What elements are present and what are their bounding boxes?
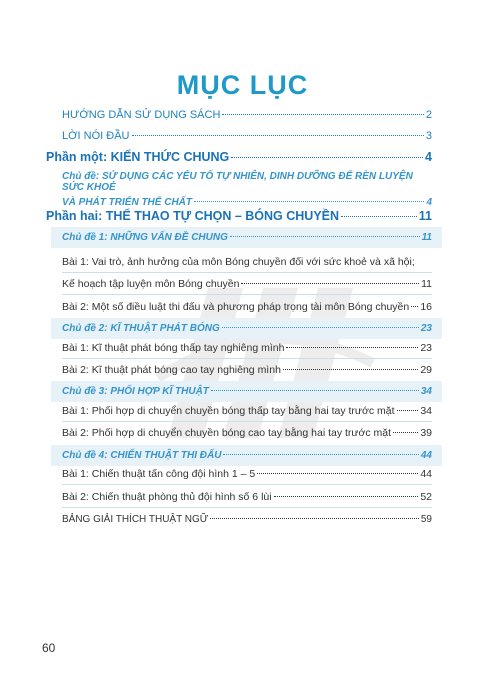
toc-entry-topic4-lesson1[interactable]: [62, 468, 432, 480]
toc-entry-glossary[interactable]: [62, 514, 432, 525]
dot-leader: [194, 201, 424, 202]
toc-entry-topic1-lesson2[interactable]: [62, 301, 432, 313]
entry-label: Bài 2: Một số điều luật thi đấu và phương pháp trọng tài môn Bóng chuyền: [62, 301, 410, 313]
dot-leader: [132, 135, 424, 136]
toc-entry-topic-2[interactable]: [62, 323, 432, 334]
row-divider: [62, 484, 432, 485]
toc-entry-topic1-lesson1-cont[interactable]: [62, 278, 432, 290]
page-number: 60: [42, 641, 56, 655]
dot-leader: [411, 306, 418, 307]
row-divider: [62, 358, 432, 359]
entry-label: Bài 2: Kĩ thuật phát bóng cao tay nghiêng mình: [62, 364, 281, 376]
entry-page: 16: [420, 301, 432, 313]
entry-label: Chủ đề 3: PHỐI HỢP KĨ THUẬT: [62, 386, 209, 397]
entry-label-line2: VÀ PHÁT TRIỂN THỂ CHẤT: [62, 197, 192, 208]
entry-page: 23: [420, 323, 432, 334]
dot-leader: [341, 216, 417, 217]
entry-label: BẢNG GIẢI THÍCH THUẬT NGỮ: [62, 514, 209, 525]
entry-label: Kế hoạch tập luyện môn Bóng chuyền: [62, 278, 240, 290]
entry-label: Phần một: KIẾN THỨC CHUNG: [46, 150, 230, 164]
row-divider: [62, 421, 432, 422]
entry-label: Phần hai: THỂ THAO TỰ CHỌN – BÓNG CHUYỀN: [46, 209, 340, 223]
entry-label: Chủ đề 2: KĨ THUẬT PHÁT BÓNG: [62, 323, 220, 334]
dot-leader: [393, 432, 418, 433]
toc-entry-topic4-lesson2[interactable]: [62, 491, 432, 503]
entry-page: 34: [420, 386, 432, 397]
dot-leader: [283, 369, 418, 370]
dot-leader: [222, 327, 419, 328]
toc-entry-usage-guide[interactable]: [62, 109, 432, 121]
entry-page: 11: [421, 278, 432, 290]
row-divider: [62, 507, 432, 508]
entry-label: Bài 1: Phối hợp di chuyển chuyền bóng thấp tay bằng hai tay trước mặt: [62, 405, 395, 417]
dot-leader: [231, 157, 423, 158]
toc-entry-topic-4[interactable]: [62, 450, 432, 461]
dot-leader: [211, 390, 419, 391]
entry-page: 29: [420, 364, 432, 376]
entry-label: Bài 1: Chiến thuật tấn công đội hình 1 – 5: [62, 468, 256, 480]
entry-label: Chủ đề 1: NHỮNG VẤN ĐỀ CHUNG: [62, 232, 228, 243]
toc-entry-part-two[interactable]: [46, 209, 432, 223]
entry-page: 4: [425, 150, 432, 164]
toc-entry-topic3-lesson1[interactable]: [62, 405, 432, 417]
entry-page: 52: [420, 491, 432, 503]
entry-page: 4: [426, 197, 432, 208]
entry-page: 11: [418, 209, 432, 223]
entry-page: 39: [420, 427, 432, 439]
dot-leader: [286, 347, 418, 348]
dot-leader: [274, 496, 419, 497]
entry-page: 11: [421, 232, 432, 243]
entry-label: Bài 2: Chiến thuật phòng thủ đội hình số 6 lùi: [62, 491, 272, 503]
dot-leader: [397, 410, 419, 411]
dot-leader: [223, 454, 418, 455]
toc-entry-topic-3[interactable]: [62, 386, 432, 397]
dot-leader: [222, 114, 423, 115]
entry-label: Bài 1: Vai trò, ảnh hưởng của môn Bóng chuyền đối với sức khoẻ và xã hội;: [62, 256, 415, 268]
entry-page: 23: [420, 342, 432, 354]
toc-entry-topic3-lesson2[interactable]: [62, 427, 432, 439]
toc-entry-part-one-topic[interactable]: [62, 171, 432, 208]
toc-entry-topic-1[interactable]: [62, 232, 432, 243]
dot-leader: [210, 518, 419, 519]
entry-page: 59: [420, 514, 432, 525]
toc-entry-topic2-lesson2[interactable]: [62, 364, 432, 376]
row-divider: [62, 272, 432, 273]
toc-entry-part-one[interactable]: [46, 150, 432, 164]
toc-entry-foreword[interactable]: [62, 130, 432, 142]
toc-entry-topic2-lesson1[interactable]: [62, 342, 432, 354]
entry-label-line1: Chủ đề: SỬ DỤNG CÁC YẾU TỐ TỰ NHIÊN, DINH DƯỠNG ĐỂ RÈN LUYỆN SỨC KHOẺ: [62, 171, 413, 193]
toc-entry-topic1-lesson1[interactable]: [62, 256, 432, 268]
entry-page: 2: [425, 109, 432, 121]
entry-page: 34: [420, 405, 432, 417]
entry-label: HƯỚNG DẪN SỬ DỤNG SÁCH: [62, 109, 221, 121]
row-divider: [62, 294, 432, 295]
dot-leader: [230, 236, 420, 237]
entry-label: Bài 2: Phối hợp di chuyển chuyền bóng cao tay bằng hai tay trước mặt: [62, 427, 391, 439]
entry-page: 44: [420, 450, 432, 461]
entry-label: LỜI NÓI ĐẦU: [62, 130, 130, 142]
entry-label: Bài 1: Kĩ thuật phát bóng thấp tay nghiêng mình: [62, 342, 285, 354]
entry-page: 44: [420, 468, 432, 480]
page-title: MỤC LỤC: [176, 70, 309, 100]
dot-leader: [241, 283, 419, 284]
dot-leader: [257, 473, 418, 474]
entry-page: 3: [425, 130, 432, 142]
entry-label: Chủ đề 4: CHIẾN THUẬT THI ĐẤU: [62, 450, 222, 461]
